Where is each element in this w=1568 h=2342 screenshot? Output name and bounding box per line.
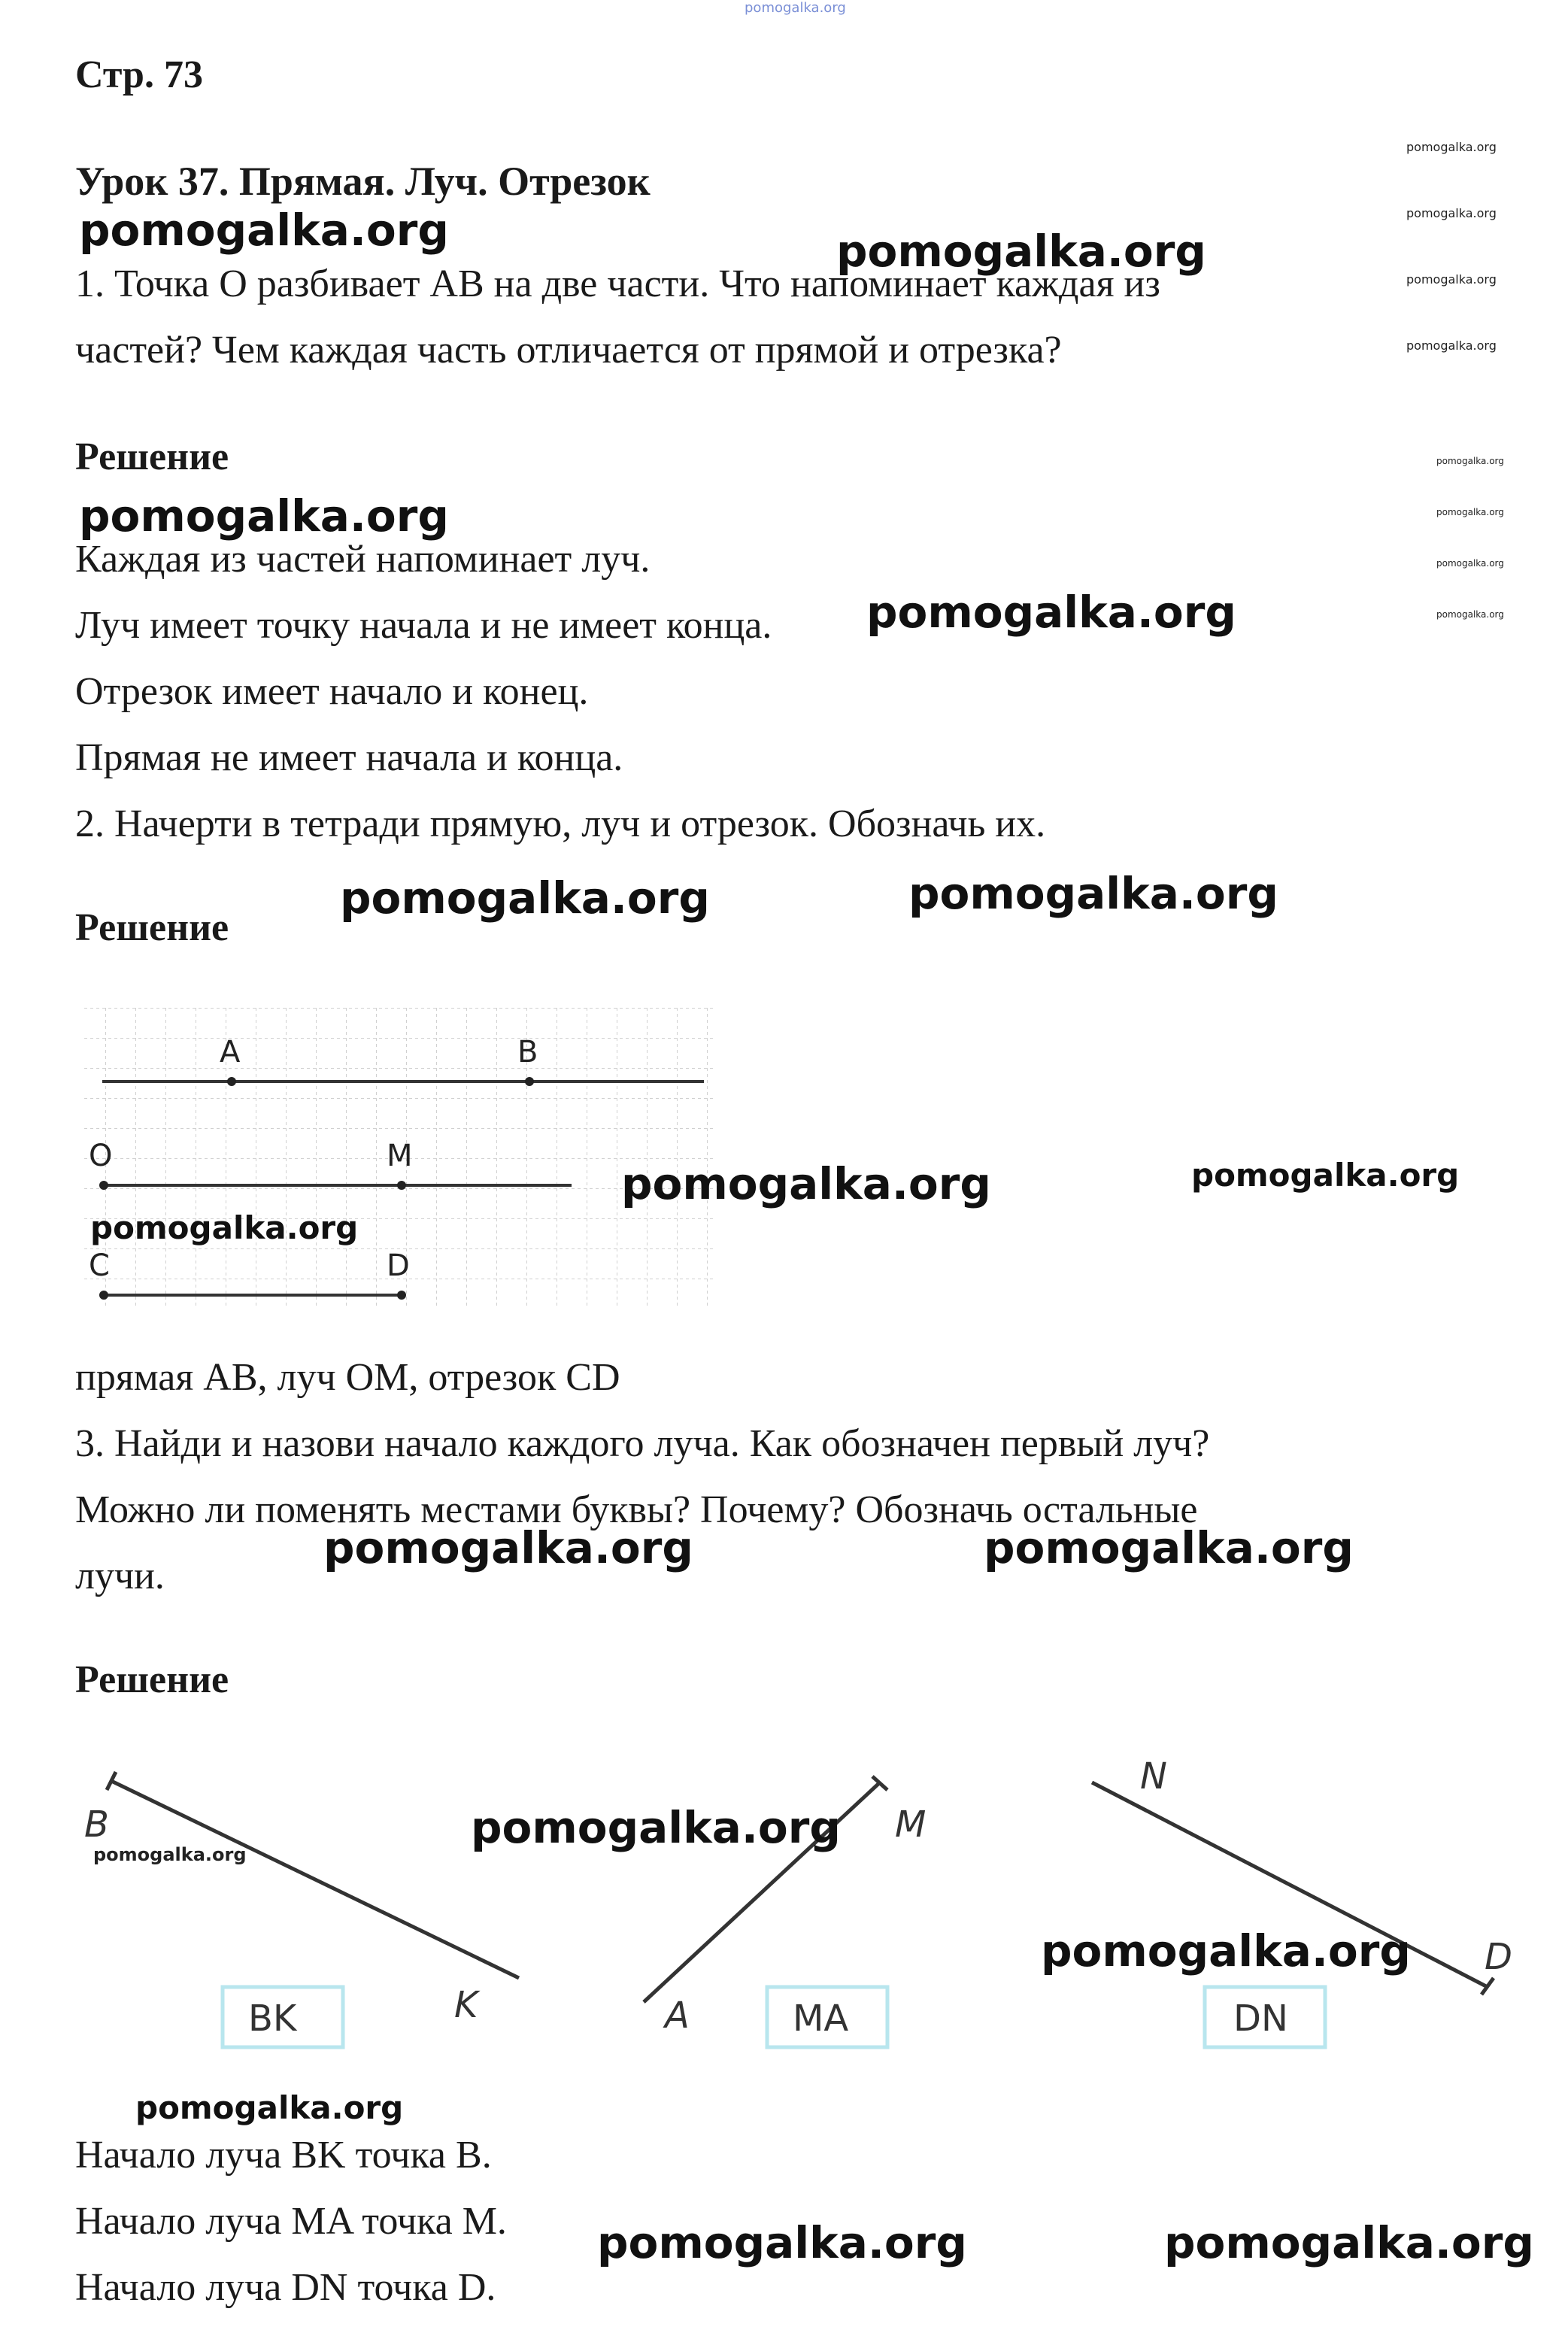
task1-answer-line4: Прямая не имеет начала и конца. <box>75 736 623 779</box>
watermark: pomogalka.org <box>1436 609 1504 620</box>
point-a <box>227 1077 236 1086</box>
task2-text-line1: 2. Начерти в тетради прямую, луч и отрезок. Обозначь их. <box>75 802 1046 845</box>
watermark: pomogalka.org <box>1436 558 1504 569</box>
label-d: D <box>1485 1936 1512 1978</box>
top-watermark: pomogalka.org <box>745 0 846 16</box>
rays-figure <box>75 1752 1534 2068</box>
task3-answer-line2: Начало луча MA точка M. <box>75 2200 507 2243</box>
watermark: pomogalka.org <box>1406 338 1497 353</box>
label-c: C <box>89 1248 110 1283</box>
watermark: pomogalka.org <box>340 872 710 924</box>
label-d: D <box>387 1248 410 1283</box>
answer-box-ma-text: MA <box>793 1998 849 2040</box>
watermark: pomogalka.org <box>984 1522 1354 1573</box>
watermark: pomogalka.org <box>1406 272 1497 287</box>
watermark: pomogalka.org <box>79 490 449 542</box>
point-o <box>99 1181 108 1190</box>
label-a: A <box>220 1035 241 1069</box>
watermark: pomogalka.org <box>1191 1157 1460 1194</box>
task2-answer: прямая AB, луч OM, отрезок CD <box>75 1356 620 1399</box>
watermark: pomogalka.org <box>1436 456 1504 466</box>
task1-answer-line2: Луч имеет точку начала и не имеет конца. <box>75 604 772 647</box>
watermark: pomogalka.org <box>836 226 1206 277</box>
point-m <box>397 1181 406 1190</box>
point-b <box>525 1077 534 1086</box>
watermark: pomogalka.org <box>135 2089 404 2126</box>
watermark: pomogalka.org <box>908 868 1278 919</box>
label-n: N <box>1140 1755 1167 1797</box>
watermark: pomogalka.org <box>90 1209 359 1246</box>
task3-answer-line3: Начало луча DN точка D. <box>75 2266 496 2309</box>
task3-solution-label: Решение <box>75 1658 229 1701</box>
watermark: pomogalka.org <box>79 205 449 256</box>
task3-text-line2: Можно ли поменять местами буквы? Почему? Обозначь остальные <box>75 1488 1198 1531</box>
watermark: pomogalka.org <box>1406 140 1497 154</box>
task3-text-line1: 3. Найди и назови начало каждого луча. Как обозначен первый луч? <box>75 1422 1210 1465</box>
watermark: pomogalka.org <box>1164 2217 1534 2268</box>
label-b: B <box>517 1035 538 1069</box>
watermark: pomogalka.org <box>866 587 1236 638</box>
label-k: K <box>454 1984 478 2026</box>
watermark: pomogalka.org <box>597 2217 967 2268</box>
watermark: pomogalka.org <box>323 1522 693 1573</box>
task1-solution-label: Решение <box>75 435 229 478</box>
label-m: M <box>895 1804 927 1846</box>
lesson-title: Урок 37. Прямая. Луч. Отрезок <box>75 159 651 204</box>
point-d <box>397 1291 406 1300</box>
task1-answer-line1: Каждая из частей напоминает луч. <box>75 538 651 581</box>
label-o: O <box>89 1139 113 1173</box>
label-b: B <box>84 1804 109 1846</box>
watermark: pomogalka.org <box>1041 1925 1411 1976</box>
answer-box-dn-text: DN <box>1233 1998 1288 2040</box>
watermark: pomogalka.org <box>1406 206 1497 220</box>
task1-text-line2: частей? Чем каждая часть отличается от прямой и отрезка? <box>75 329 1062 372</box>
label-a: A <box>665 1995 690 2037</box>
task2-solution-label: Решение <box>75 906 229 949</box>
label-m: M <box>387 1139 413 1173</box>
watermark: pomogalka.org <box>93 1844 247 1865</box>
task1-answer-line3: Отрезок имеет начало и конец. <box>75 670 589 713</box>
point-c <box>99 1291 108 1300</box>
answer-box-bk-text: BK <box>248 1998 297 2040</box>
task1-text-line1: 1. Точка O разбивает AB на две части. Что напоминает каждая из <box>75 262 1160 305</box>
watermark: pomogalka.org <box>1436 507 1504 517</box>
task3-text-line3: лучи. <box>75 1555 165 1597</box>
watermark: pomogalka.org <box>621 1158 991 1209</box>
watermark: pomogalka.org <box>471 1802 841 1853</box>
page-number: Стр. 73 <box>75 53 203 96</box>
ray-bk <box>111 1781 519 1978</box>
task3-answer-line1: Начало луча BK точка B. <box>75 2134 492 2177</box>
